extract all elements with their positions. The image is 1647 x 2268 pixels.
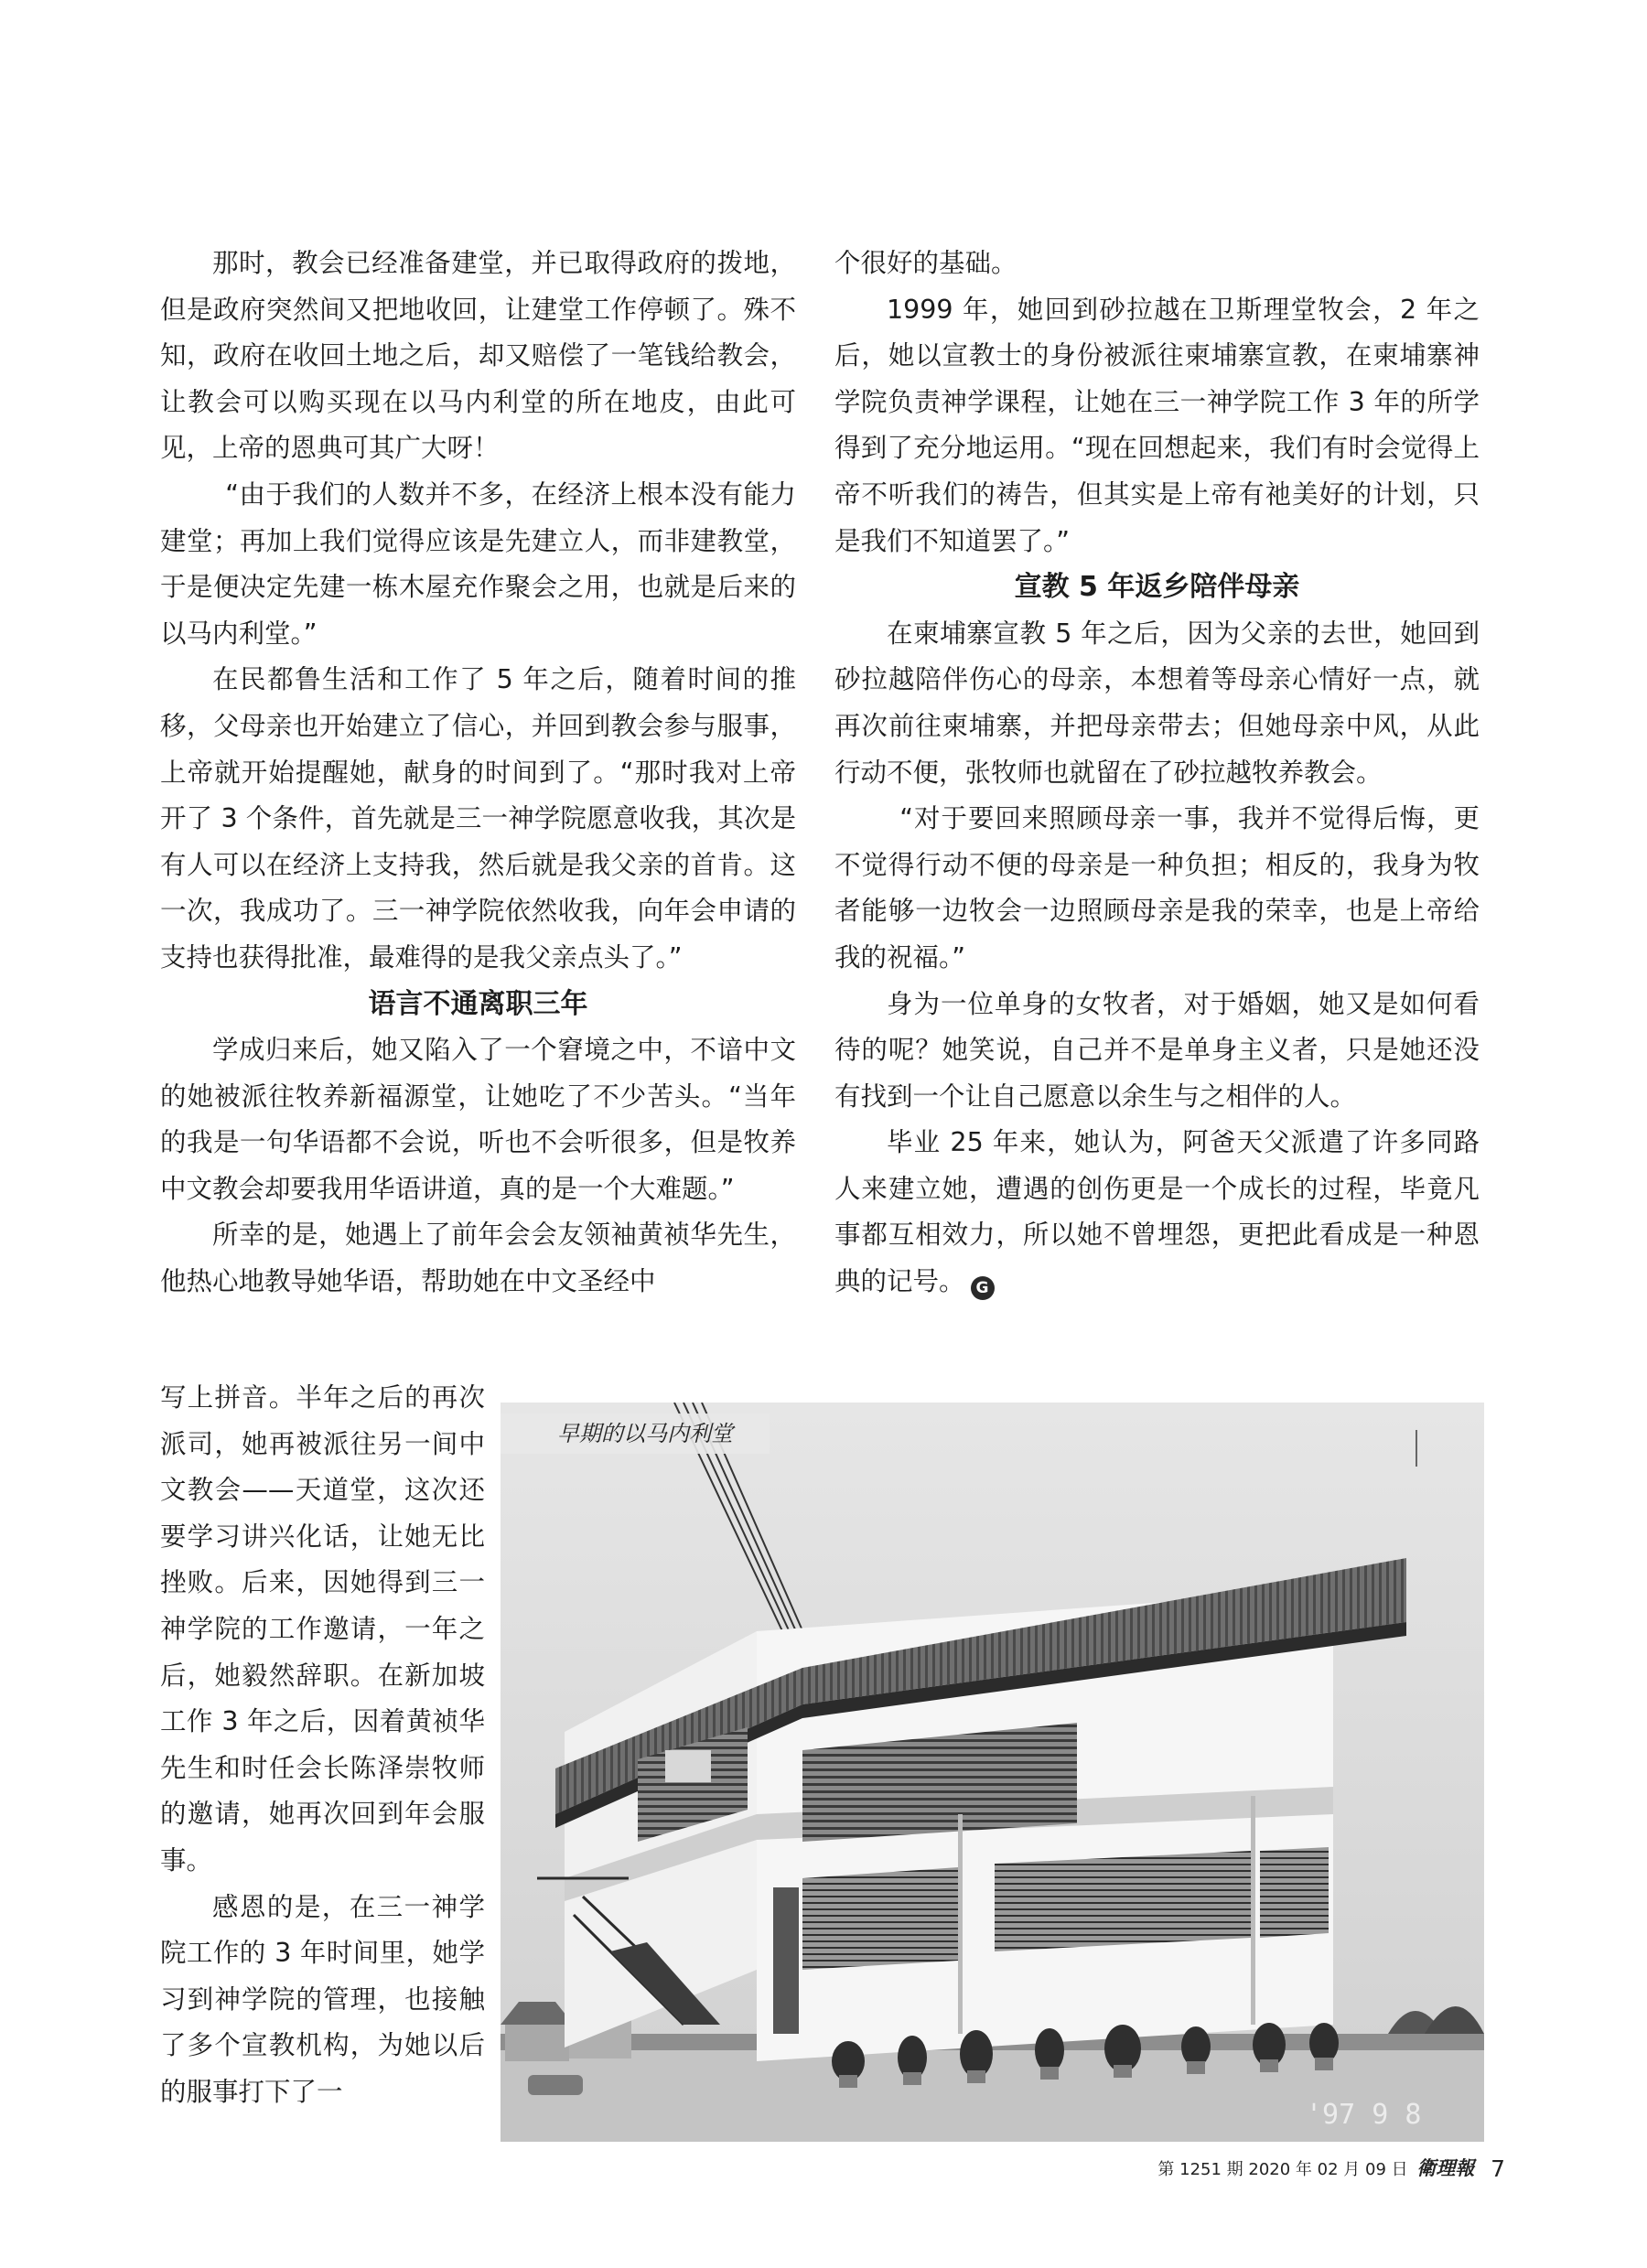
paragraph xyxy=(834,1120,1480,1305)
section-heading: 宣教 5 年返乡陪伴母亲 xyxy=(1014,571,1300,604)
date-stamp: '97 9 8 xyxy=(1306,2099,1422,2131)
page-footer xyxy=(1157,2150,1505,2188)
left-column xyxy=(160,241,796,1306)
church-photo xyxy=(501,1403,1484,2142)
left-narrow-column xyxy=(160,1375,485,2116)
paragraph: 学成归来后，她又陷入了一个窘境之中，不谙中文的她被派往牧养新福源堂，让她吃了不少苦头。“当年的我是一句华语都不会说，听也不会听很多，但是牧养中文教会却要我用华语讲道，真的是一个大难题。” xyxy=(160,1035,796,1204)
paragraph: 那时，教会已经准备建堂，并已取得政府的拨地，但是政府突然间又把地收回，让建堂工作停顿了。殊不知，政府在收回土地之后，却又赔偿了一笔钱给教会，让教会可以购买现在以马内利堂的所在地皮，由此可见，上帝的恩典可其广大呀！ xyxy=(160,248,796,464)
quote-paragraph: “由于我们的人数并不多，在经济上根本没有能力建堂；再加上我们觉得应该是先建立人，而非建教堂，于是便决定先建一栋木屋充作聚会之用，也就是后来的以马内利堂。” xyxy=(160,478,796,649)
church-building-illustration xyxy=(501,1403,1484,2142)
right-column xyxy=(834,241,1480,1306)
paragraph-continuation: 个很好的基础。 xyxy=(834,248,1017,278)
paragraph: 1999 年，她回到砂拉越在卫斯理堂牧会，2 年之后，她以宣教士的身份被派往柬埔寨宣教，在柬埔寨神学院负责神学课程，让她在三一神学院工作 3 年的所学得到了充分地运用。“现在回想起来，我们有时会觉得上帝不听我们的祷告，但其实是上帝有祂美好的计划，只是我们不知道罢了。” xyxy=(834,294,1480,556)
paragraph: 感恩的是，在三一神学院工作的 3 年时间里，她学习到神学院的管理，也接触了多个宣教机构，为她以后的服事打下了一 xyxy=(160,1891,485,2107)
quote-paragraph: “对于要回来照顾母亲一事，我并不觉得后悔，更不觉得行动不便的母亲是一种负担；相反的，我身为牧者能够一边牧会一边照顾母亲是我的荣幸，也是上帝给我的祝福。” xyxy=(834,803,1480,973)
publication-logo: 衛理報 xyxy=(1416,2156,1475,2179)
paragraph: 身为一位单身的女牧者，对于婚姻，她又是如何看待的呢？她笑说，自己并不是单身主义者，只是她还没有找到一个让自己愿意以余生与之相伴的人。 xyxy=(834,988,1480,1112)
page-number: 7 xyxy=(1491,2155,1505,2182)
issue-info: 第 1251 期 2020 年 02 月 09 日 xyxy=(1157,2160,1408,2179)
paragraph: 在柬埔寨宣教 5 年之后，因为父亲的去世，她回到砂拉越陪伴伤心的母亲，本想着等母亲心情好一点，就再次前往柬埔寨，并把母亲带去；但她母亲中风，从此行动不便，张牧师也就留在了砂拉越牧养教会。 xyxy=(834,618,1480,788)
paragraph-text: 毕业 25 年来，她认为，阿爸天父派遣了许多同路人来建立她，遭遇的创伤更是一个成长的过程，毕竟凡事都互相效力，所以她不曾埋怨，更把此看成是一种恩典的记号。 xyxy=(834,1127,1480,1297)
paragraph-continuation: 写上拼音。半年之后的再次派司，她再被派往另一间中文教会——天道堂，这次还要学习讲兴化话，让她无比挫败。后来，因她得到三一神学院的工作邀请，一年之后，她毅然辞职。在新加坡工作 3 年之后，因着黄祯华先生和时任会长陈泽崇牧师的邀请，她再次回到年会服事。 xyxy=(160,1382,485,1876)
section-heading: 语言不通离职三年 xyxy=(368,987,588,1020)
photo-caption: 早期的以马内利堂 xyxy=(501,1413,770,1454)
paragraph: 在民都鲁生活和工作了 5 年之后，随着时间的推移，父母亲也开始建立了信心，并回到教会参与服事，上帝就开始提醒她，献身的时间到了。“那时我对上帝开了 3 个条件，首先就是三一神学院愿意收我，其次是有人可以在经济上支持我，然后就是我父亲的首肯。这一次，我成功了。三一神学院依然收我，向年会申请的支持也获得批准，最难得的是我父亲点头了。” xyxy=(160,664,796,973)
paragraph: 所幸的是，她遇上了前年会会友领袖黄祯华先生，他热心地教导她华语，帮助她在中文圣经中 xyxy=(160,1220,796,1297)
end-mark-icon: G xyxy=(971,1276,995,1300)
